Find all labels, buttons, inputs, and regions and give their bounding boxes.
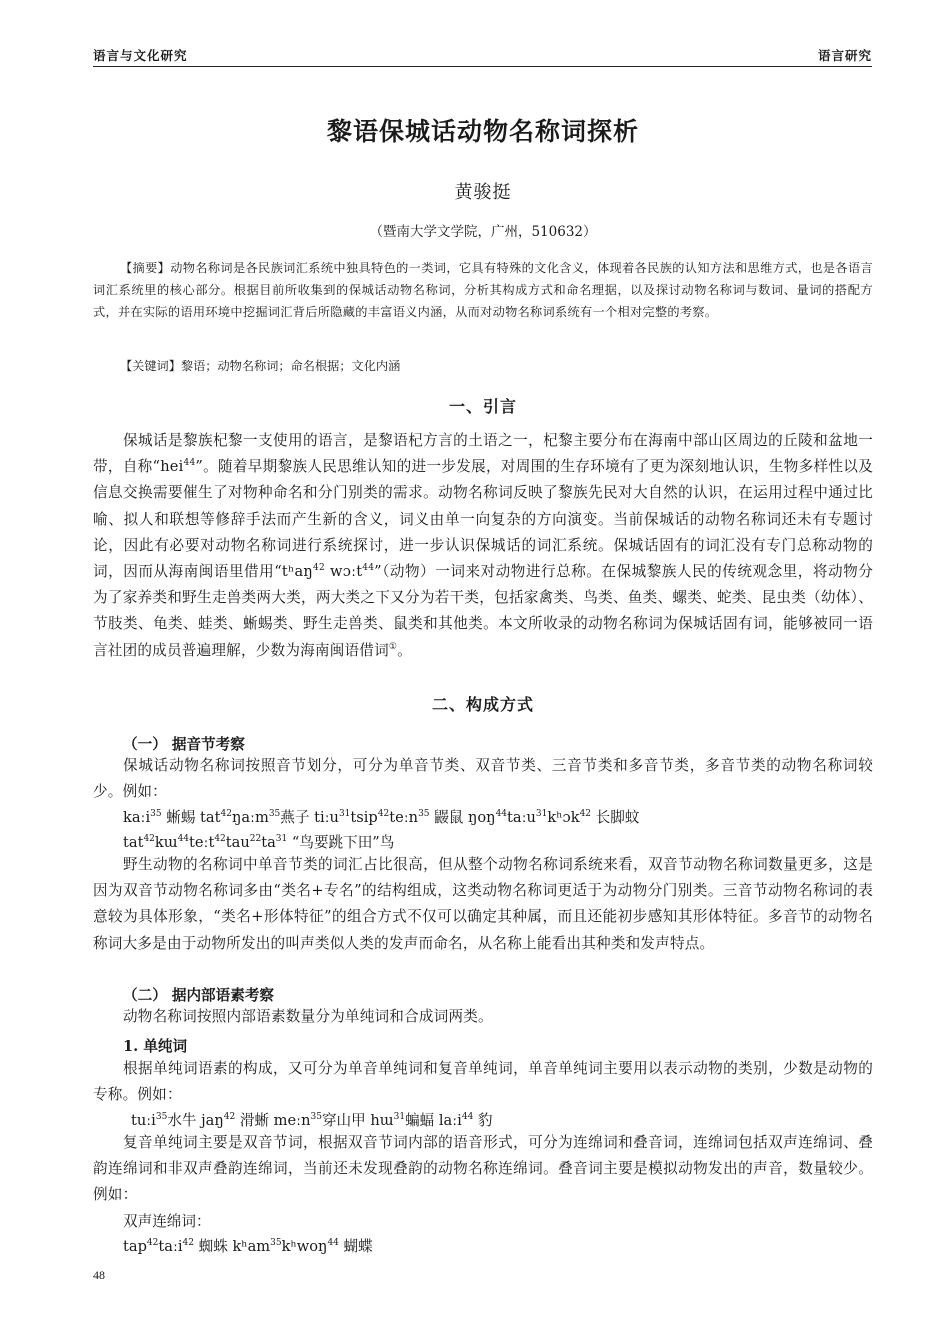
example-segment: kaːi	[123, 809, 151, 826]
example-segment: 蝙蝠 laːi	[405, 1112, 462, 1129]
tone-number: 35	[150, 809, 162, 819]
example-segment: ta	[261, 834, 276, 851]
example-segment: kʰwoŋ	[281, 1238, 328, 1255]
example-segment: 穿山甲 hɯ	[321, 1112, 394, 1129]
example-segment: taːi	[158, 1238, 183, 1255]
example-segment: teːt	[189, 834, 215, 851]
tone-number: 42	[143, 834, 155, 844]
tone-number: 35	[268, 809, 281, 819]
subsection-heading-morpheme: （二） 据内部语素考察	[123, 987, 275, 1004]
tone-number: 42	[579, 809, 592, 819]
section-heading-composition: 二、构成方式	[431, 695, 534, 714]
section-name: 语言研究	[817, 48, 872, 63]
intro-paragraph: 保城话是黎族杞黎一支使用的语言，是黎语杞方言的土语之一，杞黎主要分布在海南中部山区周边的丘陵和盆地一带，自称“hei$^{44}$”。随着早期黎族人民思维认知的进一步发展，对周围的生存环境有了更为深刻地认识，生物多样性以及信息交换需要催生了对物种命名和分门别类的需求。动物名称词反映了黎族先民对大自然的认识，在运用过程中通过比喻、拟人和联想等修辞手法而产生新的含义，词义由单一向复杂的方向演变。当前保城话的动物名称词还未有专题讨论，因此有必要对动物名称词进行系统探讨，进一步认识保城话的词汇系统。保城话固有的词汇没有专门总称动物的词，因而从海南闽语里借用“tʰaŋ$^{42}$ wɔːt$^{44}$”（动物）一词来对动物进行总称。在保城黎族人民的传统观念里，将动物分为了家养类和野生走兽类两大类，两大类之下又分为若干类，包括家禽类、鸟类、鱼类、螺类、蛇类、昆虫类（幼体）、节肢类、龟类、蛙类、蜥蜴类、野生走兽类、鼠类和其他类。本文所收录的动物名称词为保城话固有词，能够被同一语言社团的成员普遍理解，少数为海南闽语借词①。	[93, 432, 873, 659]
journal-name: 语言与文化研究	[93, 48, 188, 63]
morpheme-paragraph-1: 动物名称词按照内部语素数量分为单纯词和合成词两类。	[123, 1008, 493, 1025]
example-segment: 燕子 tiːu	[280, 809, 339, 826]
example-segment: tap	[123, 1238, 147, 1255]
tone-number: 42	[223, 1112, 236, 1122]
example-segment: 蜥蜴 tat	[161, 809, 221, 826]
example-segment: “鸟要跳下田”鸟	[287, 834, 395, 851]
example-segment: ŋaːm	[231, 809, 269, 826]
tone-number: 44	[177, 834, 190, 844]
tone-number: 35	[155, 1112, 168, 1122]
tone-number: 31	[338, 809, 351, 819]
tone-number: 44	[327, 1238, 339, 1248]
heading-simple-words: 1. 单纯词	[123, 1038, 188, 1055]
running-header	[93, 44, 872, 67]
morpheme-paragraph-2: 根据单纯词语素的构成，又可分为单音单纯词和复音单纯词，单音单纯词主要用以表示动物的类别，少数是动物的专称。例如：	[93, 1060, 873, 1104]
example-line-4	[123, 1235, 373, 1256]
example-segment: 蜘蛛 kʰam	[193, 1238, 271, 1255]
tone-number: 42	[377, 809, 390, 819]
tone-number: 35	[270, 1238, 282, 1248]
tone-number: 35	[418, 809, 430, 819]
tone-number: 22	[249, 834, 262, 844]
example-segment: 水牛 jaŋ	[167, 1112, 224, 1129]
example-line-3	[131, 1109, 493, 1130]
tone-number: 44	[495, 809, 508, 819]
tone-number: 44	[461, 1112, 474, 1122]
example-line-1	[123, 806, 639, 827]
example-segment: 豹	[473, 1112, 493, 1129]
keywords: 【关键词】黎语；动物名称词；命名根据；文化内涵	[120, 359, 401, 373]
section-heading-introduction: 一、引言	[448, 397, 517, 416]
tone-number: 42	[214, 834, 226, 844]
tone-number: 42	[146, 1238, 159, 1248]
example-segment: kɯ	[154, 834, 178, 851]
tone-number: 42	[182, 1238, 194, 1248]
example-segment: teːn	[389, 809, 419, 826]
example-segment: tat	[123, 834, 144, 851]
tone-number: 31	[535, 809, 548, 819]
example-segment: tau	[225, 834, 250, 851]
example-segment: kʰɔk	[547, 809, 580, 826]
syllable-paragraph-1: 保城话动物名称词按照音节划分，可分为单音节类、双音节类、三音节类和多音节类，多音节类的动物名称词较少。例如：	[93, 757, 873, 801]
example-segment: tuːi	[131, 1112, 156, 1129]
example-segment: taːu	[507, 809, 536, 826]
example-segment: 滑蜥 meːn	[235, 1112, 311, 1129]
alliterative-label: 双声连绵词：	[123, 1213, 211, 1230]
article-title: 黎语保城话动物名称词探析	[326, 117, 639, 146]
example-segment: tsip	[350, 809, 378, 826]
author-name: 黄骏挺	[454, 182, 512, 203]
morpheme-paragraph-3: 复音单纯词主要是双音节词，根据双音节词内部的语音形式，可分为连绵词和叠音词，连绵词包括双声连绵词、叠韵连绵词和非双声叠韵连绵词，当前还未发现叠韵的动物名称连绵词。叠音词主要是模拟动物发出的声音，数量较少。例如：	[93, 1134, 873, 1204]
page-number: 48	[93, 1268, 105, 1282]
tone-number: 35	[310, 1112, 322, 1122]
author-affiliation: （暨南大学文学院，广州，510632）	[369, 224, 597, 240]
tone-number: 31	[275, 834, 288, 844]
example-line-2	[123, 831, 394, 852]
subsection-heading-syllable: （一） 据音节考察	[123, 736, 245, 753]
tone-number: 42	[220, 809, 232, 819]
syllable-paragraph-2: 野生动物的名称词中单音节类的词汇占比很高，但从整个动物名称词系统来看，双音节动物名称词数量更多，这是因为双音节动物名称词多由“类名+专名”的结构组成，这类动物名称词更适于为动物分门别类。三音节动物名称词的表意较为具体形象，“类名+形体特征”的组合方式不仅可以确定其种属，而且还能初步感知其形体特征。多音节的动物名称词大多是由于动物所发出的叫声类似人类的发声而命名，从名称上能看出其种类和发声特点。	[93, 856, 873, 952]
example-segment: 蝴蝶	[338, 1238, 373, 1255]
example-segment: 鼹鼠 ŋoŋ	[429, 809, 496, 826]
tone-number: 31	[393, 1112, 406, 1122]
example-segment: 长脚蚊	[591, 809, 640, 826]
abstract: 【摘要】动物名称词是各民族词汇系统中独具特色的一类词，它具有特殊的文化含义，体现着各民族的认知方法和思维方式，也是各语言词汇系统里的核心部分。根据目前所收集到的保城话动物名称词，分析其构成方式和命名理据，以及探讨动物名称词与数词、量词的搭配方式，并在实际的语用环境中挖掘词汇背后所隐藏的丰富语义内涵，从而对动物名称词系统有一个相对完整的考察。	[93, 261, 873, 319]
